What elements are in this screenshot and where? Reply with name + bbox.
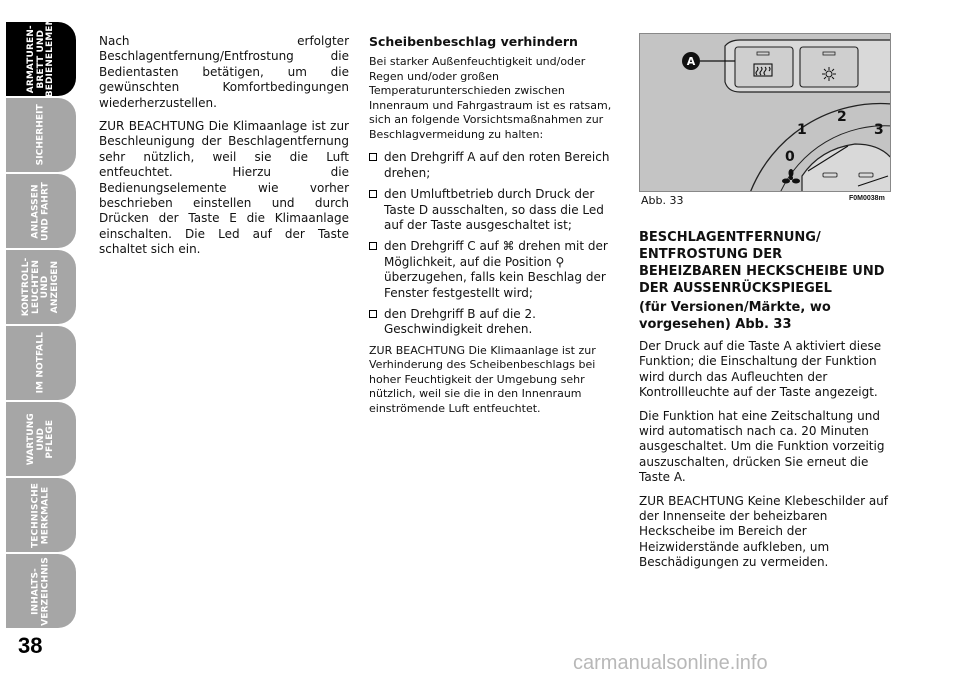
- note-paragraph: ZUR BEACHTUNG Die Klimaanlage ist zur Verhinderung des Scheibenbeschlags bei hoher Feuchtigkeit der Umgebung sehr nützlich, weil sie die in den Innenraum einströmende Luft entfeuchtet.: [369, 343, 596, 415]
- column-3: [639, 229, 889, 579]
- paragraph: Die Funktion hat eine Zeitschaltung und wird automatisch nach ca. 20 Minuten ausgeschaltet. Um die Funktion vorzeitig auszuschalten, drücken Sie erneut die Taste A.: [639, 408, 885, 485]
- tab-label: ANLASSEN UND FAHRT: [30, 181, 50, 241]
- tab-label: IM NOTFALL: [35, 332, 46, 394]
- dial-number-1: 1: [797, 122, 807, 138]
- list-item: [369, 239, 619, 301]
- dial-number-2: 2: [837, 109, 847, 125]
- section-heading: BESCHLAGENTFERNUNG/ ENTFROSTUNG DER BEHEIZBAREN HECKSCHEIBE UND DER AUSSENRÜCKSPIEGEL: [639, 230, 885, 296]
- figure-caption: Abb. 33: [641, 194, 684, 207]
- control-panel-illustration: [640, 34, 891, 192]
- list-item-text: den Drehgriff C auf ⌘ drehen mit der Möglichkeit, auf die Position ⚲ überzugehen, falls kein Beschlag der Fenster festgestellt wird;: [384, 239, 608, 300]
- tab-label: SICHERHEIT: [35, 104, 46, 166]
- section-heading: Scheibenbeschlag verhindern: [369, 34, 578, 49]
- tab-label: TECHNISCHE MERKMALE: [30, 482, 50, 548]
- checkbox-bullet-icon: [369, 153, 377, 161]
- control-panel-figure: [639, 33, 891, 192]
- dial-number-0: 0: [785, 149, 795, 165]
- watermark: carmanualsonline.info: [573, 652, 768, 674]
- tab-wartung[interactable]: [6, 402, 76, 476]
- note-paragraph: ZUR BEACHTUNG Die Klimaanlage ist zur Beschleunigung der Beschlagentfernung sehr nützlich, weil sie die Luft entfeuchtet. Hierzu die Bedienungselemente wie vorher beschrieben einstellen und durch Drücken der Taste E die Klimaanlage einschalten. Die Led auf der Taste schaltet sich ein.: [99, 119, 349, 257]
- checkbox-bullet-icon: [369, 242, 377, 250]
- figure-code: F0M0038m: [849, 195, 885, 202]
- list-item: [369, 187, 619, 233]
- list-item: [369, 150, 619, 181]
- callout-label: A: [686, 55, 696, 68]
- bullet-list: [369, 150, 619, 337]
- tab-im-notfall[interactable]: [6, 326, 76, 400]
- tab-label: INHALTS- VERZEICHNIS: [30, 556, 50, 626]
- list-item-text: den Drehgriff B auf die 2. Geschwindigkeit drehen.: [384, 307, 536, 337]
- tab-sicherheit[interactable]: [6, 98, 76, 172]
- checkbox-bullet-icon: [369, 310, 377, 318]
- dial-number-3: 3: [874, 122, 884, 138]
- paragraph: Nach erfolgter Beschlagentfernung/Entfrostung die Bedientasten betätigen, um die gewünschten Komfortbedingungen wiederherzustellen.: [99, 34, 349, 110]
- column-1: [99, 34, 349, 266]
- tab-inhaltsverzeichnis[interactable]: [6, 554, 76, 628]
- tab-label: KONTROLL- LEUCHTEN UND ANZEIGEN: [21, 257, 60, 317]
- tab-label: ARMATUREN- BRETT UND BEDIENELEMENTE: [25, 5, 55, 97]
- tab-technische-merkmale[interactable]: [6, 478, 76, 552]
- tab-anlassen[interactable]: [6, 174, 76, 248]
- page-number: 38: [18, 633, 43, 658]
- tab-kontrollleuchten[interactable]: [6, 250, 76, 324]
- column-2: [369, 34, 619, 424]
- list-item-text: den Umluftbetrieb durch Druck der Taste D ausschalten, so dass die Led auf der Taste ausgeschaltet ist;: [384, 187, 604, 233]
- list-item: [369, 307, 619, 338]
- checkbox-bullet-icon: [369, 190, 377, 198]
- tab-armaturenbrett[interactable]: [6, 5, 76, 97]
- section-subheading: (für Versionen/Märkte, wo vorgesehen) Abb. 33: [639, 300, 831, 332]
- tab-label: WARTUNG UND PFLEGE: [25, 412, 55, 466]
- list-item-text: den Drehgriff A auf den roten Bereich drehen;: [384, 150, 610, 180]
- paragraph: Der Druck auf die Taste A aktiviert diese Funktion; die Einschaltung der Funktion wird durch das Aufleuchten der Kontrollleuchte auf der Taste angezeigt.: [639, 339, 882, 400]
- note-paragraph: ZUR BEACHTUNG Keine Klebeschilder auf der Innenseite der beheizbaren Heckscheibe im Bereich der Heizwiderstände aufkleben, um Beschädigungen zu vermeiden.: [639, 493, 889, 570]
- intro-paragraph: Bei starker Außenfeuchtigkeit und/oder Regen und/oder großen Temperaturunterschieden zwischen Innenraum und Fahrgastraum ist es ratsam, sich an folgende Vorsichtsmaßnahmen zur Beschlagvermeidung zu halten:: [369, 55, 612, 141]
